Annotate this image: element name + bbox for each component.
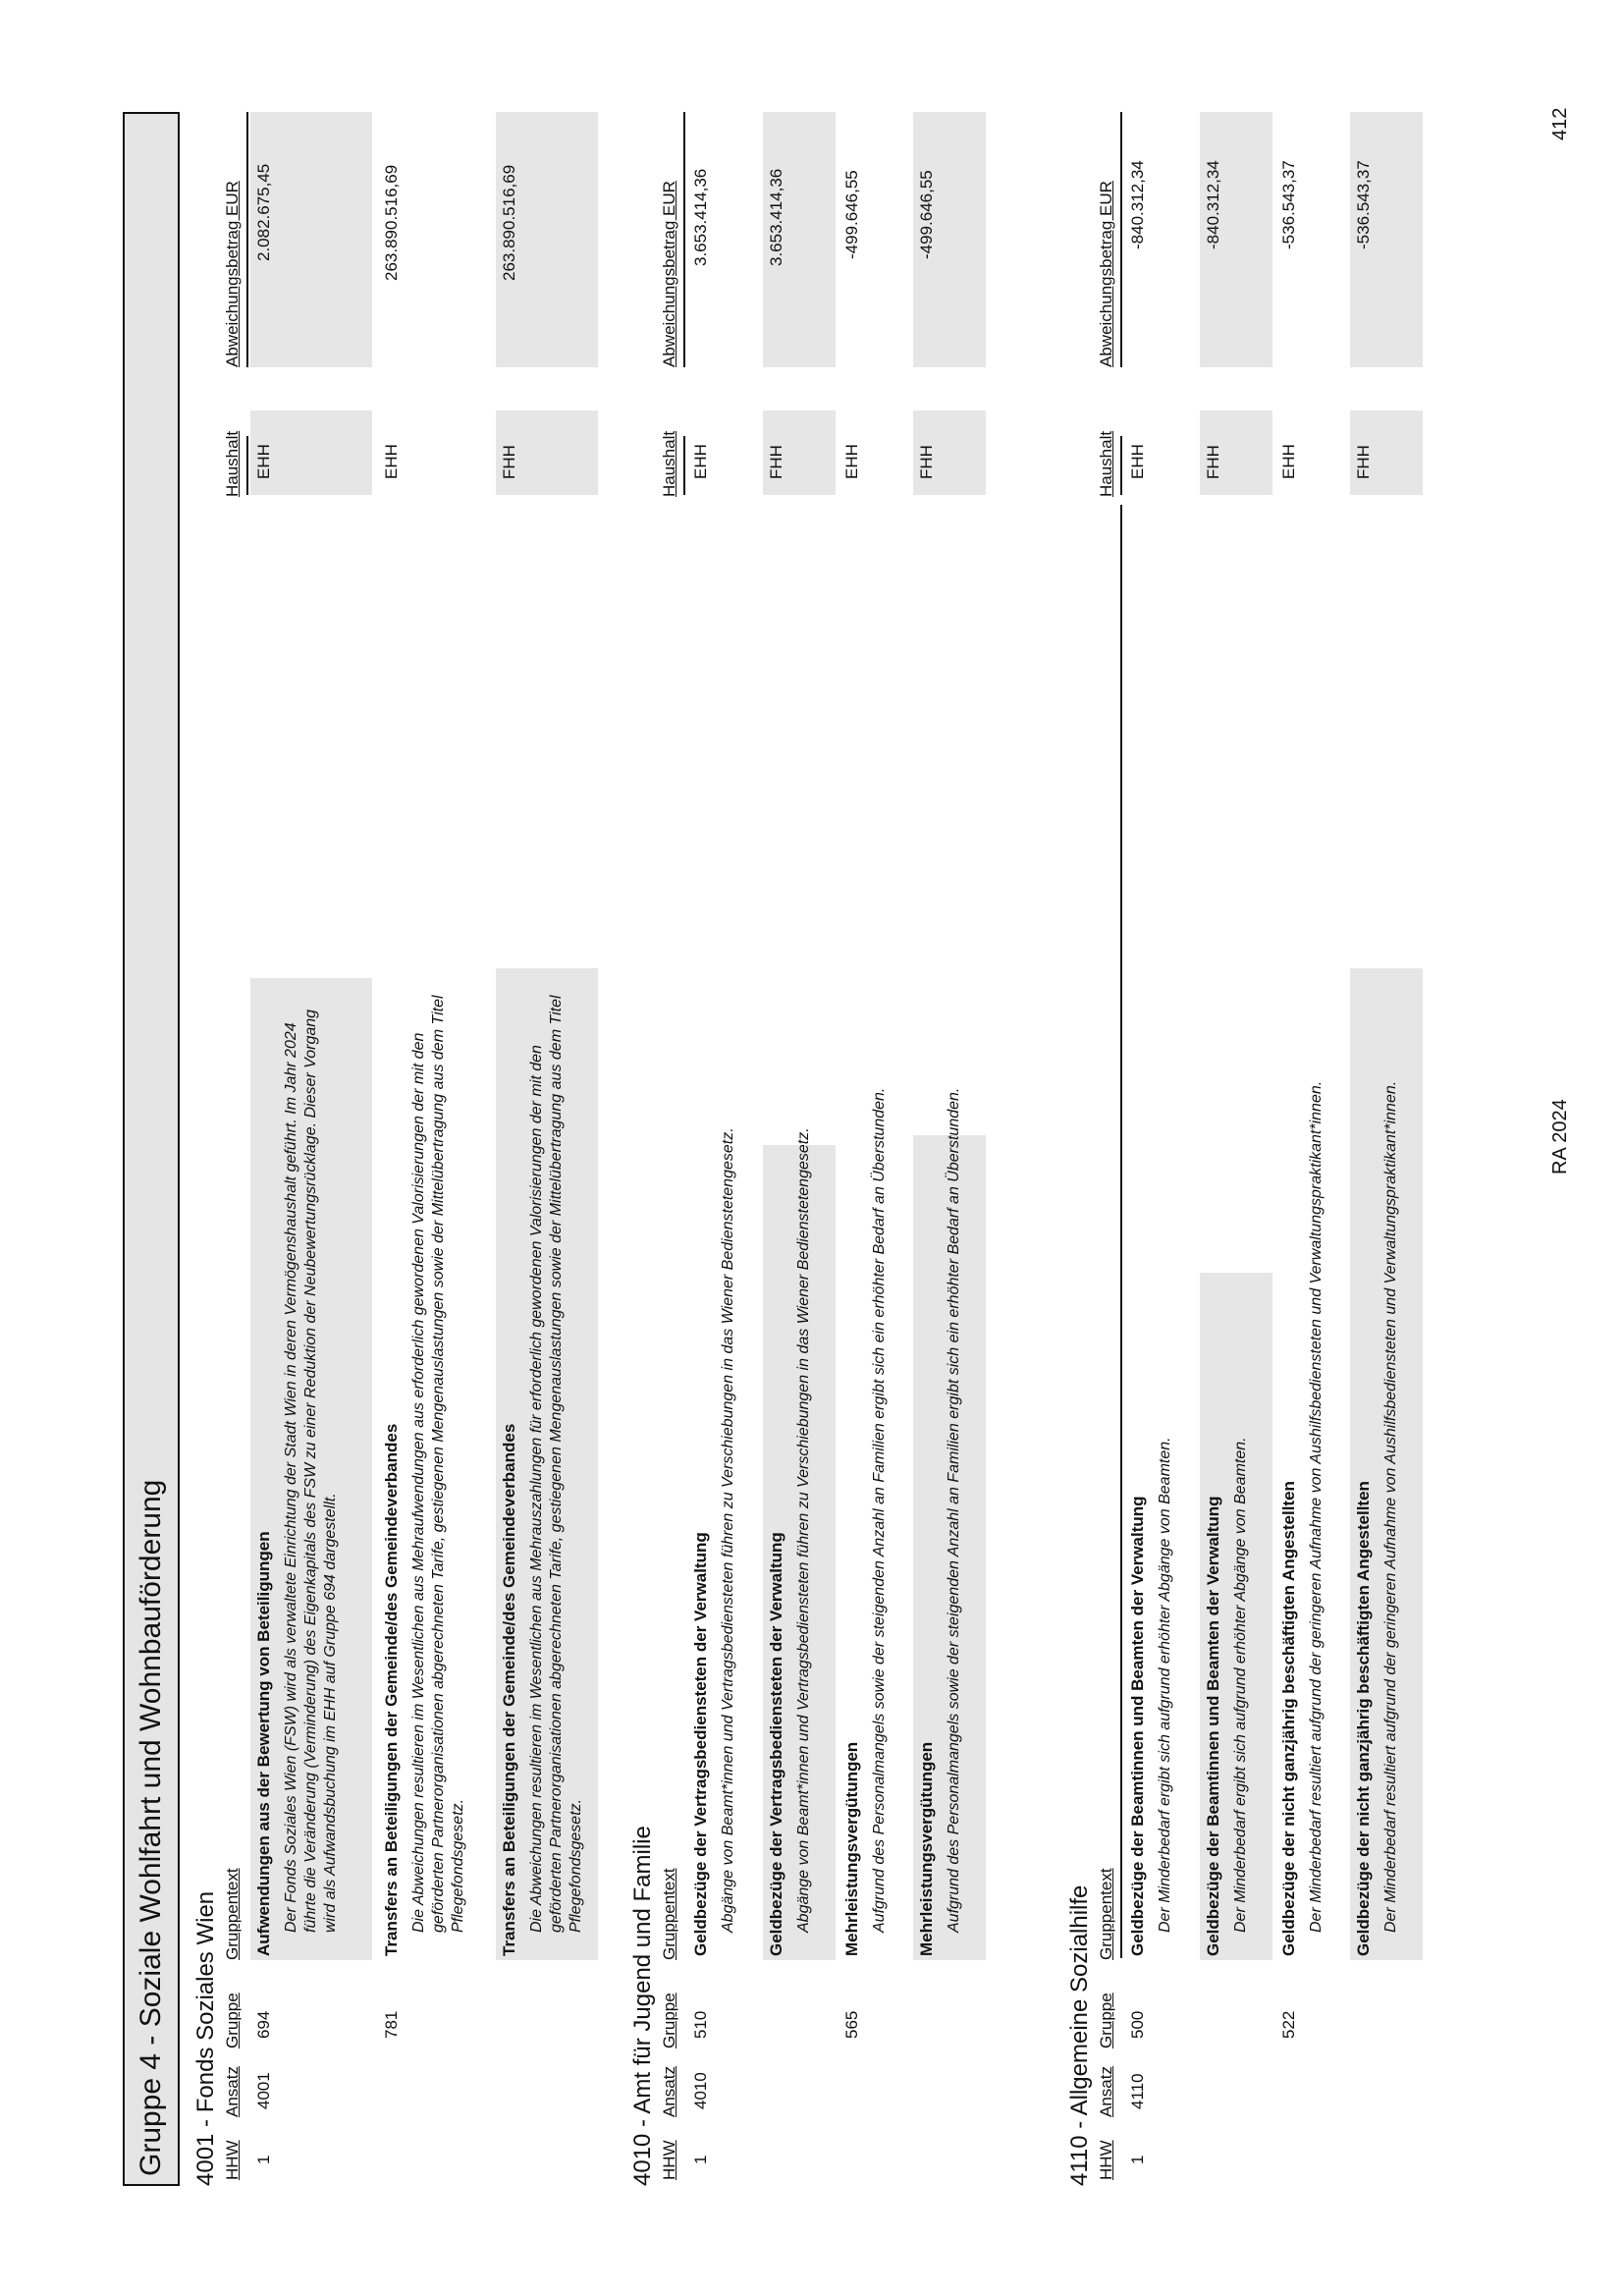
cell-betrag: 263.890.516,69 xyxy=(500,164,518,281)
row-title: Aufwendungen aus der Bewertung von Beteiligungen xyxy=(254,1531,273,1956)
row-title: Geldbezüge der Vertragsbediensteten der Verwaltung xyxy=(691,1532,710,1956)
cell-betrag: -536.543,37 xyxy=(1279,160,1298,249)
header-haushalt: Haushalt xyxy=(223,430,242,497)
row-title: Geldbezüge der nicht ganzjährig beschäftigten Angestellten xyxy=(1279,1481,1298,1956)
cell-ansatz: 4110 xyxy=(1128,2073,1147,2109)
cell-gruppe: 510 xyxy=(691,2010,710,2039)
row-description: Die Abweichungen resultieren im Wesentlichen aus Mehraufwendungen aus erforderlich gewordenen Valorisierungen der mit den geförderten Partnerorganisationen abgerechneten Tarife, gestiegenen Mengenauslastungen sowie der Mittelübertragung aus dem Titel Pflegefondsgesetz. xyxy=(410,995,466,1933)
page-number: 412 xyxy=(1549,107,1571,140)
header-betrag: Abweichungsbetrag EUR xyxy=(1097,181,1115,367)
header-gruppentext: Gruppentext xyxy=(1097,1868,1115,1960)
row-description: Der Minderbedarf ergibt sich aufgrund erhöhter Abgänge von Beamten. xyxy=(1232,1437,1249,1933)
row-description: Der Minderbedarf resultiert aufgrund der geringeren Aufnahme von Aushilfsbediensteten und Verwaltungspraktikant*innen. xyxy=(1382,1080,1399,1933)
header-ansatz: Ansatz xyxy=(660,2066,678,2117)
header-gruppe: Gruppe xyxy=(1097,1993,1115,2048)
cell-haushalt: EHH xyxy=(691,444,710,479)
row-description: Die Abweichungen resultieren im Wesentlichen aus Mehrauszahlungen für erforderlich gewordenen Valorisierungen der mit den geförderten Partnerorganisationen abgerechneten Tarife, gestiegenen Mengenauslastungen sowie der Mittelübertragung aus dem Titel Pflegefondsgesetz. xyxy=(528,995,584,1933)
cell-gruppentext xyxy=(1279,974,1326,1956)
row-description: Aufgrund des Personalmangels sowie der steigenden Anzahl an Familien ergibt sich ein erhöhter Bedarf an Überstunden. xyxy=(871,1087,888,1933)
row-title: Mehrleistungsvergütungen xyxy=(842,1741,861,1956)
table-header xyxy=(658,112,683,2186)
header-gruppe: Gruppe xyxy=(660,1993,678,2048)
cell-betrag: 2.082.675,45 xyxy=(254,163,273,261)
header-gruppentext: Gruppentext xyxy=(660,1868,678,1960)
table-row xyxy=(767,112,836,2186)
header-haushalt: Haushalt xyxy=(1097,430,1115,497)
table-row xyxy=(1354,112,1423,2186)
header-gruppentext: Gruppentext xyxy=(223,1868,242,1960)
cell-gruppe: 565 xyxy=(842,2010,861,2039)
cell-gruppentext xyxy=(842,974,890,1956)
cell-gruppe: 522 xyxy=(1279,2010,1298,2039)
header-betrag: Abweichungsbetrag EUR xyxy=(223,181,242,367)
table-row xyxy=(382,112,490,2186)
row-title: Geldbezüge der Beamtinnen und Beamten der Verwaltung xyxy=(1128,1496,1147,1956)
cell-gruppentext xyxy=(1354,974,1401,1956)
header-ansatz: Ansatz xyxy=(1097,2066,1115,2117)
row-title: Geldbezüge der Beamtinnen und Beamten der Verwaltung xyxy=(1204,1496,1222,1956)
row-title: Geldbezüge der Vertragsbediensteten der Verwaltung xyxy=(767,1532,785,1956)
header-ansatz: Ansatz xyxy=(223,2066,242,2117)
row-description: Der Minderbedarf resultiert aufgrund der geringeren Aufnahme von Aushilfsbediensteten und Verwaltungspraktikant*innen. xyxy=(1308,1080,1325,1933)
cell-ansatz: 4001 xyxy=(254,2072,273,2109)
row-title: Geldbezüge der nicht ganzjährig beschäftigten Angestellten xyxy=(1354,1481,1373,1956)
cell-haushalt: FHH xyxy=(1354,445,1373,479)
cell-gruppentext xyxy=(1128,974,1175,1956)
cell-haushalt: FHH xyxy=(917,445,936,479)
row-description: Abgänge von Beamt*innen und Vertragsbediensteten führen zu Verschiebungen in das Wiener Bedienstetengesetz. xyxy=(795,1127,812,1933)
cell-gruppentext xyxy=(917,974,964,1956)
row-description: Aufgrund des Personalmangels sowie der steigenden Anzahl an Familien ergibt sich ein erhöhter Bedarf an Überstunden. xyxy=(946,1087,962,1933)
row-description: Der Fonds Soziales Wien (FSW) wird als verwaltete Einrichtung der Stadt Wien in deren Vermögenshaushalt geführt. Im Jahr 2024 führte die Veränderung (Verminderung) des Eigenkapitals des FSW zu einer Reduktion der Neubewertungsrücklage. Dieser Vorgang wird als Aufwandsbuchung im EHH auf Gruppe 694 dargestellt. xyxy=(283,1009,339,1933)
table-header xyxy=(1095,112,1120,2186)
section-4110 xyxy=(1065,112,1444,2186)
cell-haushalt: EHH xyxy=(842,444,861,479)
table-row xyxy=(842,112,911,2186)
table-row xyxy=(1128,112,1197,2186)
table-row xyxy=(1204,112,1272,2186)
section-title: 4110 - Allgemeine Sozialhilfe xyxy=(1066,1884,1093,2186)
header-gruppe: Gruppe xyxy=(223,1993,242,2048)
cell-hhw: 1 xyxy=(691,2155,710,2164)
row-title: Transfers an Beteiligungen der Gemeinde/des Gemeindeverbandes xyxy=(382,1423,401,1956)
cell-betrag: 263.890.516,69 xyxy=(382,164,401,281)
cell-gruppe: 500 xyxy=(1128,2010,1147,2039)
header-hhw: HHW xyxy=(1097,2140,1115,2180)
section-title: 4001 - Fonds Soziales Wien xyxy=(192,1890,219,2186)
page-title: Gruppe 4 - Soziale Wohlfahrt und Wohnbauförderung xyxy=(123,112,180,2186)
section-title: 4010 - Amt für Jugend und Familie xyxy=(629,1826,656,2186)
table-header xyxy=(221,112,246,2186)
row-description: Abgänge von Beamt*innen und Vertragsbediensteten führen zu Verschiebungen in das Wiener Bedienstetengesetz. xyxy=(720,1127,736,1933)
header-haushalt: Haushalt xyxy=(660,430,678,497)
cell-gruppentext xyxy=(382,974,468,1956)
cell-betrag: -499.646,55 xyxy=(917,170,936,259)
cell-hhw: 1 xyxy=(254,2155,273,2164)
row-title: Transfers an Beteiligungen der Gemeinde/des Gemeindeverbandes xyxy=(500,1423,518,1956)
table-row xyxy=(691,112,760,2186)
table-row xyxy=(254,112,372,2186)
cell-haushalt: EHH xyxy=(1128,444,1147,479)
cell-gruppe: 694 xyxy=(254,2010,273,2039)
header-hhw: HHW xyxy=(660,2140,678,2180)
cell-haushalt: EHH xyxy=(382,444,401,479)
cell-gruppentext xyxy=(500,974,586,1956)
table-row xyxy=(1279,112,1348,2186)
cell-betrag: -840.312,34 xyxy=(1204,160,1222,249)
row-title: Mehrleistungsvergütungen xyxy=(917,1741,936,1956)
section-4010 xyxy=(628,112,1007,2186)
cell-haushalt: EHH xyxy=(1279,444,1298,479)
cell-gruppentext xyxy=(691,974,738,1956)
cell-haushalt: FHH xyxy=(1204,445,1222,479)
cell-gruppentext xyxy=(767,974,814,1956)
cell-betrag: 3.653.414,36 xyxy=(767,168,785,266)
header-hhw: HHW xyxy=(223,2140,242,2180)
header-betrag: Abweichungsbetrag EUR xyxy=(660,181,678,367)
row-description: Der Minderbedarf ergibt sich aufgrund erhöhter Abgänge von Beamten. xyxy=(1157,1437,1173,1933)
cell-ansatz: 4010 xyxy=(691,2072,710,2109)
table-row xyxy=(500,112,598,2186)
cell-hhw: 1 xyxy=(1128,2155,1147,2164)
cell-haushalt: EHH xyxy=(254,444,273,479)
cell-betrag: -499.646,55 xyxy=(842,170,861,259)
cell-haushalt: FHH xyxy=(767,445,785,479)
cell-betrag: -840.312,34 xyxy=(1128,160,1147,249)
cell-haushalt: FHH xyxy=(500,445,518,479)
cell-gruppentext xyxy=(1204,974,1251,1956)
footer-report-label: RA 2024 xyxy=(1549,1099,1571,1174)
table-row xyxy=(917,112,986,2186)
cell-gruppe: 781 xyxy=(382,2010,401,2039)
section-4001 xyxy=(191,112,600,2186)
cell-betrag: 3.653.414,36 xyxy=(691,168,710,266)
cell-betrag: -536.543,37 xyxy=(1354,160,1373,249)
cell-gruppentext xyxy=(254,994,341,1956)
